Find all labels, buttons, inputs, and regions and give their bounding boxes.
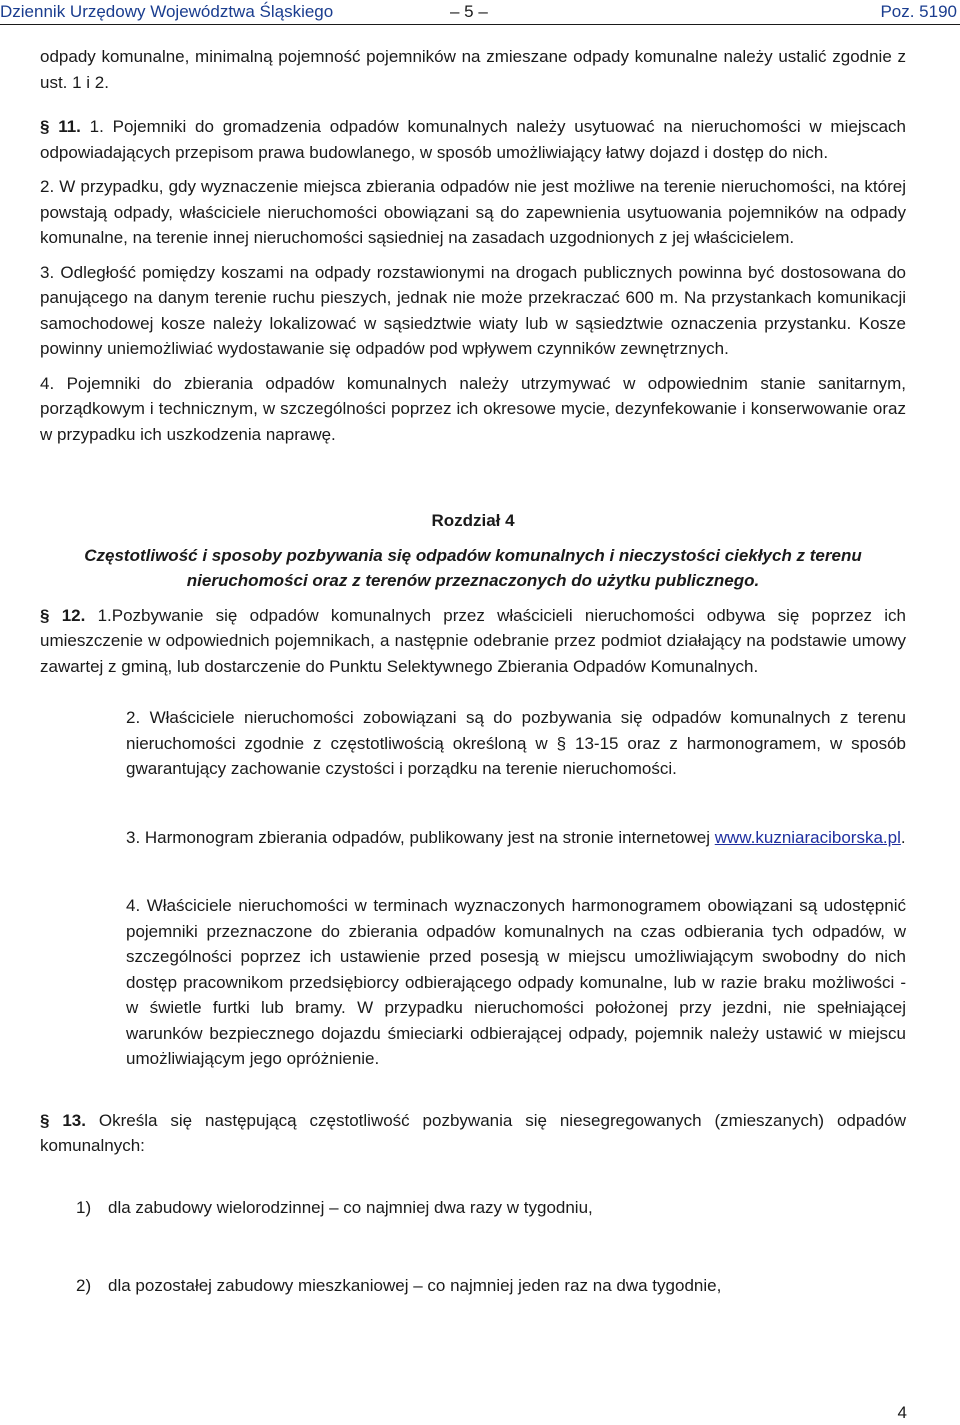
section-11-p1-text: 1. Pojemniki do gromadzenia odpadów komunalnych należy usytuować na nieruchomości w miejscach odpowiadających przepisom prawa budowlanego, w sposób umożliwiający łatwy dojazd i dostęp do nich. [40, 117, 907, 162]
list-item-text: dla zabudowy wielorodzinnej – co najmniej dwa razy w tygodniu, [108, 1197, 593, 1217]
list-item-number: 1) [76, 1197, 92, 1217]
list-item [76, 1195, 906, 1221]
page-indicator: – 5 – [450, 2, 488, 21]
section-11-label: § 11. [40, 117, 81, 136]
section-11-paragraph-3: 3. Odległość pomiędzy koszami na odpady rozstawionymi na drogach publicznych powinna być dostosowana do panującego na danym terenie ruchu pieszych, jednak nie może przekraczać 600 m. Na przystankach komunikacji samochodowej kosze należy lokalizować w sąsiedztwie wiaty lub w sąsiedztwie oznaczenia przystanku. Kosze powinny uniemożliwiać wydostawanie się odpadów pod wpływem czynników zewnętrznych. [40, 262, 906, 358]
document-body [40, 44, 906, 1316]
list-item-number: 2) [76, 1276, 92, 1295]
list-item [76, 1273, 906, 1299]
page-header [0, 0, 960, 24]
section-12-paragraph-3 [126, 825, 906, 851]
section-12-p1-text: 1.Pozbywanie się odpadów komunalnych przez właścicieli nieruchomości odbywa się poprzez ich umieszczenie w odpowiednich pojemnikach, a następnie odebranie przez podmiot działający na podstawie umowy zawartej z gminą, lub dostarczenie do Punktu Selektywnego Zbierania Odpadów Komunalnych. [40, 605, 906, 676]
section-11-paragraph-2: 2. W przypadku, gdy wyznaczenie miejsca zbierania odpadów nie jest możliwe na terenie nieruchomości, na której powstają odpady, właściciele nieruchomości obowiązani są do zapewnienia usytuowania pojemników na odpady komunalne, na terenie innej nieruchomości sąsiedniej na zasadach uzgodnionych z jej właścicielem. [40, 177, 906, 247]
section-12-paragraph-2: 2. Właściciele nieruchomości zobowiązani są do pozbywania się odpadów komunalnych z terenu nieruchomości zgodnie z częstotliwością określoną w § 13-15 oraz z harmonogramem, w sposób gwarantujący zachowanie czystości i porządku na terenie nieruchomości. [126, 708, 906, 778]
section-11-paragraph-4: 4. Pojemniki do zbierania odpadów komunalnych należy utrzymywać w odpowiednim stanie sanitarnym, porządkowym i technicznym, w szczególności poprzez ich okresowe mycie, dezynfekowanie i konserwowanie oraz w przypadku ich uszkodzenia naprawę. [40, 373, 906, 444]
chapter-title: Rozdział 4 [431, 511, 515, 530]
position-number: Poz. 5190 [880, 2, 957, 21]
section-13-intro-text: Określa się następującą częstotliwość pozbywania się niesegregowanych (zmieszanych) odpadów komunalnych: [40, 1110, 906, 1155]
section-12-paragraph-4: 4. Właściciele nieruchomości w terminach wyznaczonych harmonogramem obowiązani są udostępnić pojemniki przeznaczone do zbierania odpadów komunalnych na czas odbierania tych odpadów, w szczególności poprzez ich ustawienie przed posesją w miejscu umożliwiającym swobodny do nich dostęp pracownikom przedsiębiorcy odbierającego odpady komunalne, lub w razie braku możliwości - w świetle furtki lub bramy. W przypadku nieruchomości położonej przy jezdni, nie spełniającej warunków bezpiecznego dojazdu śmieciarki odbierającej odpady, pojemnik należy ustawić w miejscu umożliwiającym jego opróżnienie. [126, 896, 906, 1068]
section-13-intro [40, 1108, 906, 1159]
section-12-p3-text: 3. Harmonogram zbierania odpadów, publikowany jest na stronie internetowej [126, 827, 711, 847]
section-12-label: § 12. [40, 605, 86, 625]
municipality-website-link[interactable]: www.kuzniaraciborska.pl [714, 827, 901, 847]
section-13-label: § 13. [40, 1110, 86, 1130]
list-item-text: dla pozostałej zabudowy mieszkaniowej – co najmniej jeden raz na dwa tygodnie, [108, 1276, 722, 1295]
section-12-paragraph-1 [40, 603, 906, 680]
intro-paragraph: odpady komunalne, minimalną pojemność pojemników na zmieszane odpady komunalne należy ustalić zgodnie z ust. 1 i 2. [40, 47, 906, 92]
section-11-paragraph-1 [40, 114, 906, 165]
journal-title: Dziennik Urzędowy Województwa Śląskiego [0, 2, 334, 21]
chapter-subtitle: Częstotliwość i sposoby pozbywania się odpadów komunalnych i nieczystości ciekłych z terenu nieruchomości oraz z terenów przeznaczonych do użytku publicznego. [84, 545, 862, 590]
page-number: 4 [897, 1403, 907, 1422]
section-12-p3-end: . [900, 827, 906, 847]
header-rule [0, 24, 960, 25]
